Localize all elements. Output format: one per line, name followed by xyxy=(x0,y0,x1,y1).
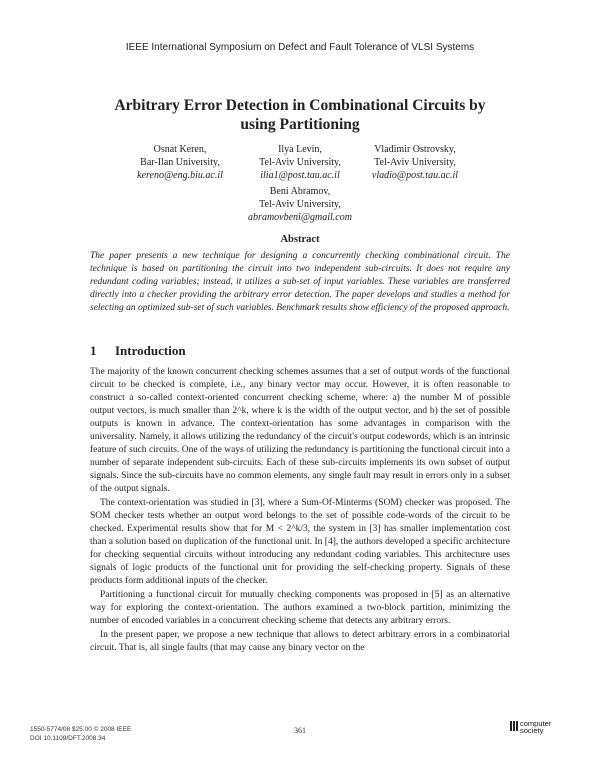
author-block-1 xyxy=(110,143,250,182)
author-email: ilia1@post.tau.ac.il xyxy=(260,170,340,181)
abstract-text: The paper presents a new technique for designing a concurrently checking combinational circuit. The technique is based on partitioning the circuit into two independent sub-circuits. It does not require any redundant coding variables; instead, it utilizes a sub-set of input variables. These variables are transferred directly into a checker providing the arbitrary error detection. The paper develops and studies a method for selecting an optimized sub-set of such variables. Benchmark results show efficiency of the proposed approach. xyxy=(90,251,510,313)
author-block-3 xyxy=(345,143,485,182)
author-email: kereno@eng.biu.ac.il xyxy=(137,170,223,181)
author-name: Vladimir Ostrovsky, xyxy=(374,144,456,155)
author-email: vladio@post.tau.ac.il xyxy=(371,170,459,181)
footer-issn: 1550-5774/08 $25.00 © 2008 IEEE xyxy=(30,726,132,733)
body-paragraph: In the present paper, we propose a new technique that allows to detect arbitrary errors in a combinatorial circuit. That is, all single faults (that may cause any binary vector on the xyxy=(90,630,510,653)
author-name: Beni Abramov, xyxy=(269,186,331,197)
body-paragraph: Partitioning a functional circuit for mutually checking components was proposed in [5] as an alternative way for exploring the context-orientation. The authors examined a two-block partition, minimizing the number of encoded variables in a concurrent checking scheme that detects any arbitrary errors. xyxy=(90,590,510,626)
section-heading xyxy=(90,343,186,359)
abstract-heading: Abstract xyxy=(280,234,320,245)
author-name: Ilya Levin, xyxy=(278,144,322,155)
footer-doi: DOI 10.1109/DFT.2008.34 xyxy=(30,735,106,742)
logo-text-line-2: society xyxy=(520,726,544,735)
body-paragraph: The context-orientation was studied in [3], where a Sum-Of-Minterms (SOM) checker was proposed. The SOM checker tests whether an output word belongs to the set of possible code-words of the circuit to be checked. Experimental results show that for M < 2^k/3, the system in [3] has smaller implementation cost than a solution based on duplication of the functional unit. In [4], the authors developed a specific architecture for checking sequential circuits without introducing any redundant coding variables. This architecture uses signals of logic products of the functional unit for providing the self-checking property. Signals of these products form additional inputs of the checker. xyxy=(90,498,510,586)
logo-text-line-1: computer xyxy=(520,719,552,728)
logo-text xyxy=(520,720,551,734)
author-affiliation: Tel-Aviv University, xyxy=(259,199,341,210)
section-number: 1 xyxy=(90,343,97,358)
section-title: Introduction xyxy=(115,343,186,358)
title-line-2: using Partitioning xyxy=(240,116,360,133)
computer-society-logo xyxy=(510,718,560,744)
author-email: abramovbeni@gmail.com xyxy=(248,212,352,223)
logo-mark-icon xyxy=(510,721,518,731)
paper-title xyxy=(80,96,520,134)
body-paragraph: The majority of the known concurrent checking schemes assumes that a set of output words of the functional circuit to be checked is complete, i.e., any binary vector may occur. However, it is often reasonable to construct a so-called context-oriented concurrent checking scheme, where: a) the number M of possible output vectors, is much smaller than 2^k, where k is the width of the output vector, and b) the set of possible outputs is known in advance. The context-orientation has some advantages in comparison with the universality. Namely, it allows utilizing the redundancy of the circuit's output codewords, which is an intrinsic feature of such circuits. One of the ways of utilizing the redundancy is partitioning the functional circuit into a number of separate independent sub-circuits. Each of these sub-circuits implements its own subset of output signals. Since the sub-circuits have no common elements, any single fault may result in errors only in a subset of the output signals. xyxy=(90,367,510,494)
section-body xyxy=(90,366,510,656)
title-line-1: Arbitrary Error Detection in Combinational Circuits by xyxy=(114,97,486,114)
page-number: 361 xyxy=(294,726,306,735)
author-affiliation: Bar-Ilan University, xyxy=(140,157,220,168)
author-affiliation: Tel-Aviv University, xyxy=(259,157,341,168)
author-block-4 xyxy=(230,185,370,224)
author-affiliation: Tel-Aviv University, xyxy=(374,157,456,168)
conference-header: IEEE International Symposium on Defect and Fault Tolerance of VLSI Systems xyxy=(125,42,475,53)
author-name: Osnat Keren, xyxy=(153,144,207,155)
